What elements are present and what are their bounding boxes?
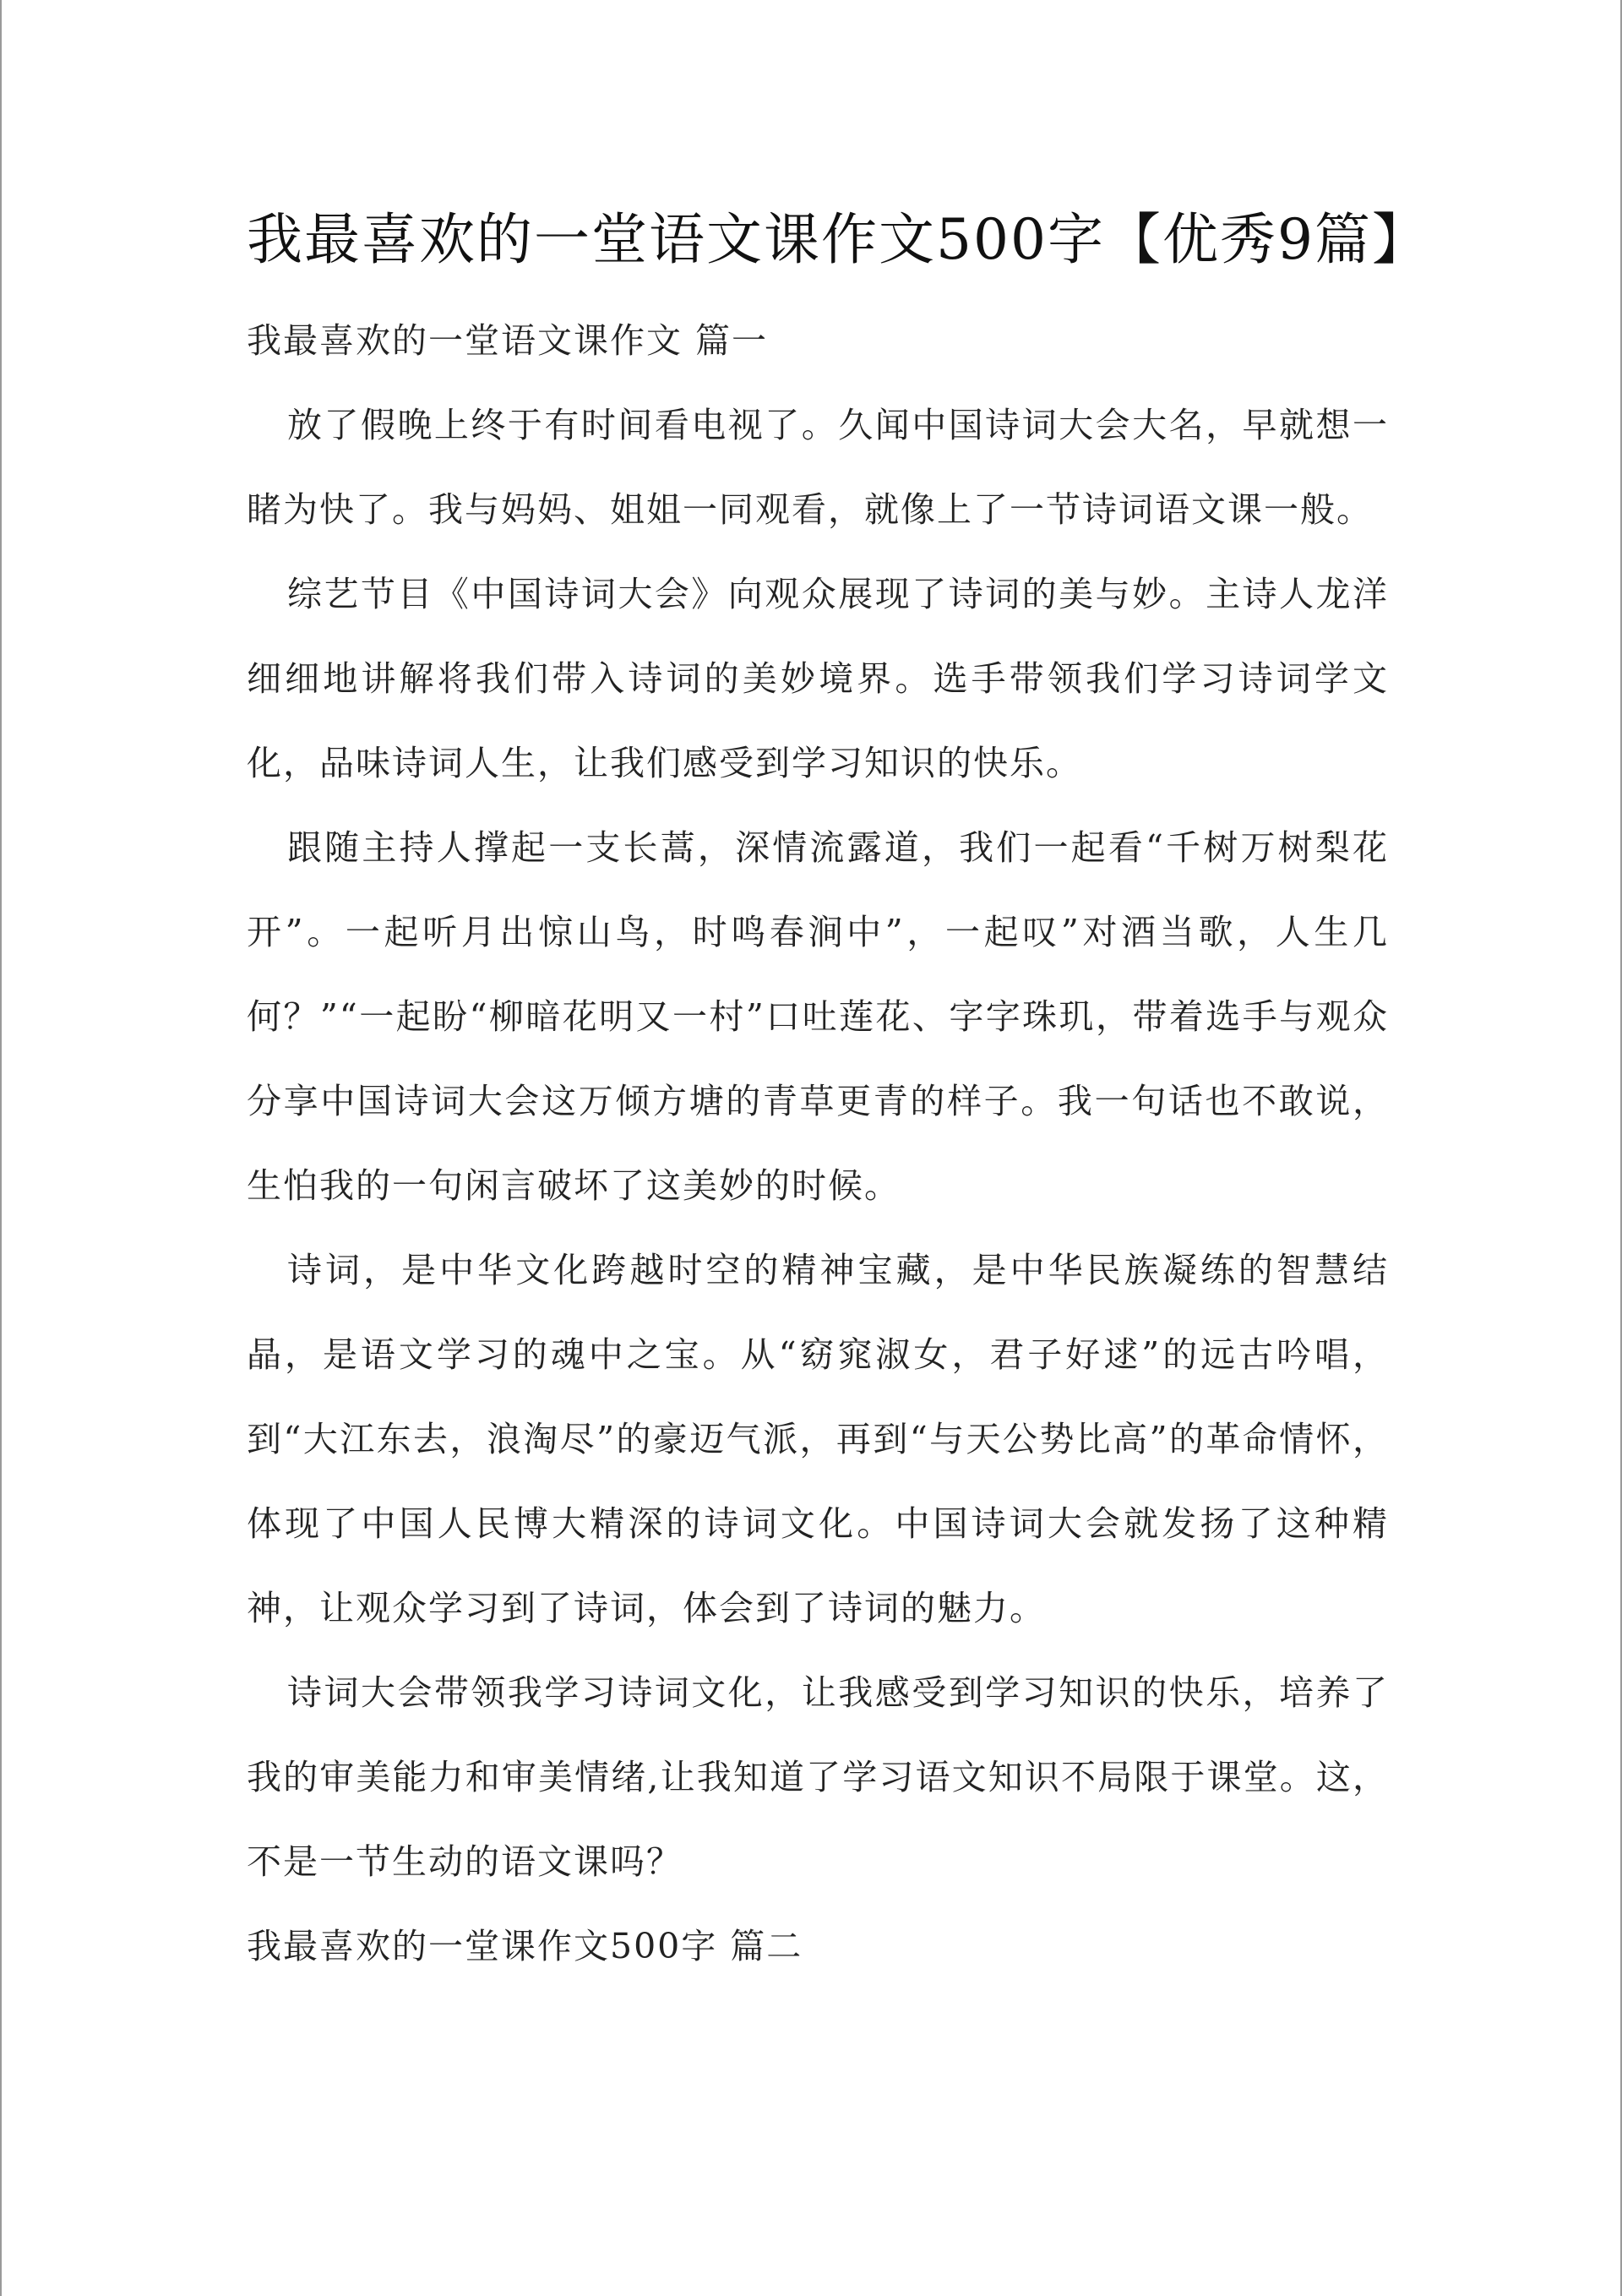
paragraph-2: 综艺节目《中国诗词大会》向观众展现了诗词的美与妙。主诗人龙洋细细地讲解将我们带入诗词的美妙境界。选手带领我们学习诗词学文化，品味诗词人生，让我们感受到学习知识的快乐。 [247,574,1389,783]
paragraph-5: 诗词大会带领我学习诗词文化，让我感受到学习知识的快乐，培养了我的审美能力和审美情绪,让我知道了学习语文知识不局限于课堂。这，不是一节生动的语文课吗？ [247,1672,1389,1882]
paragraph-1: 放了假晚上终于有时间看电视了。久闻中国诗词大会大名，早就想一睹为快了。我与妈妈、姐姐一同观看，就像上了一节诗词语文课一般。 [247,405,1389,530]
paragraph-3: 跟随主持人撑起一支长蒿，深情流露道，我们一起看“千树万树梨花开”。一起听月出惊山鸟，时鸣春涧中”，一起叹”对酒当歌，人生几何？”“一起盼“柳暗花明又一村”口吐莲花、字字珠玑，带着选手与观众分享中国诗词大会这万倾方塘的青草更青的样子。我一句话也不敢说，生怕我的一句闲言破坏了这美妙的时候。 [247,827,1389,1206]
section-heading-1: 我最喜欢的一堂语文课作文 篇一 [247,320,769,361]
document-title: 我最喜欢的一堂语文课作文500字【优秀9篇】 [247,207,1429,272]
paragraph-4: 诗词，是中华文化跨越时空的精神宝藏，是中华民族凝练的智慧结晶，是语文学习的魂中之宝。从“窈窕淑女，君子好逑”的远古吟唱，到“大江东去，浪淘尽”的豪迈气派，再到“与天公势比高”的革命情怀，体现了中国人民博大精深的诗词文化。中国诗词大会就发扬了这种精神，让观众学习到了诗词，体会到了诗词的魅力。 [247,1250,1389,1628]
document-body [247,193,1429,1988]
section-heading-2: 我最喜欢的一堂课作文500字 篇二 [247,1926,803,1966]
